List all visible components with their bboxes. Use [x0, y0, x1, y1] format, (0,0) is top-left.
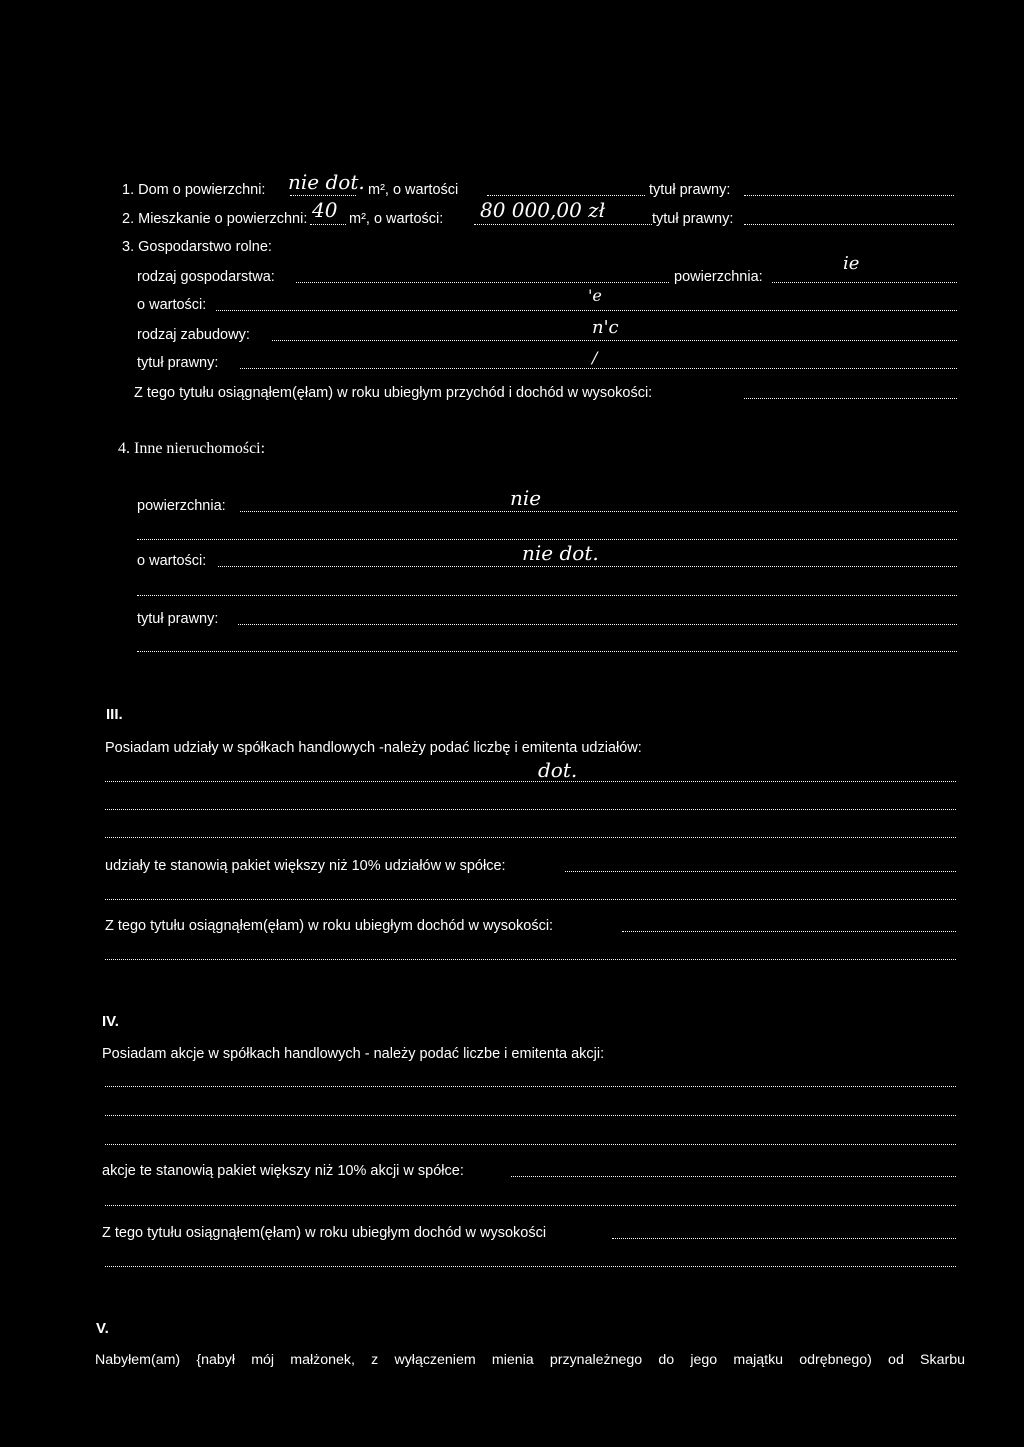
section4-heading: Posiadam akcje w spółkach handlowych - należy podać liczbe i emitenta akcji: — [102, 1046, 605, 1062]
other-value-handwriting: nie dot. — [522, 541, 599, 565]
farm-title-handwriting: / — [592, 348, 598, 367]
other-title-label: tytuł prawny: — [137, 611, 219, 627]
section3-stake-dots — [565, 871, 956, 872]
section3-income: Z tego tytułu osiągnąłem(ęłam) w roku ubiegłym dochód w wysokości: — [105, 918, 554, 934]
item1-area-dots — [290, 195, 356, 196]
farm-value-label: o wartości: — [137, 297, 207, 313]
section3-heading: Posiadam udziały w spółkach handlowych -należy podać liczbę i emitenta udziałów: — [105, 740, 642, 756]
section3-dots-2 — [105, 809, 956, 810]
other-area-dots — [240, 511, 957, 512]
other-area-handwriting: nie — [510, 486, 542, 510]
farm-income-dots — [744, 398, 957, 399]
item1-title-dots — [744, 195, 954, 196]
section4-income-dots-2 — [105, 1266, 956, 1267]
farm-title-dots — [240, 368, 957, 369]
section4-numeral: IV. — [102, 1013, 119, 1030]
section3-stake-dots-2 — [105, 899, 956, 900]
section4-stake-dots — [511, 1176, 956, 1177]
farm-build-label: rodzaj zabudowy: — [137, 327, 250, 343]
section3-numeral: III. — [106, 706, 123, 723]
farm-area-handwriting: ie — [843, 253, 860, 274]
other-value-dots-2 — [137, 595, 957, 596]
farm-build-handwriting: n'c — [592, 317, 619, 338]
section5-text: Nabyłem(am) {nabył mój małżonek, z wyłączeniem mienia przynależnego do jego majątku odrębnego) od Skarbu — [95, 1352, 965, 1368]
section3-dots-3 — [105, 837, 956, 838]
section4-income-dots — [612, 1238, 956, 1239]
other-area-label: powierzchnia: — [137, 498, 226, 514]
item1-area-handwriting: nie dot. — [288, 170, 365, 194]
other-value-label: o wartości: — [137, 553, 207, 569]
farm-type-dots — [296, 282, 669, 283]
farm-income-label: Z tego tytułu osiągnąłem(ęłam) w roku ubiegłym przychód i dochód w wysokości: — [134, 385, 653, 401]
section3-dots-1 — [105, 781, 956, 782]
farm-title-label: tytuł prawny: — [137, 355, 219, 371]
section4-dots-2 — [105, 1115, 956, 1116]
farm-build-dots — [272, 340, 957, 341]
item1-title-label: tytuł prawny: — [649, 182, 731, 198]
other-title-dots-2 — [137, 651, 957, 652]
section3-handwriting: dot. — [538, 758, 578, 782]
section4-stake-dots-2 — [105, 1205, 956, 1206]
item2-area-handwriting: 40 — [312, 198, 338, 222]
farm-area-label: powierzchnia: — [674, 269, 763, 285]
section3-income-dots-2 — [105, 959, 956, 960]
item3-label: 3. Gospodarstwo rolne: — [122, 239, 272, 255]
section3-income-dots — [622, 931, 956, 932]
section5-numeral: V. — [96, 1320, 109, 1337]
section4-dots-1 — [105, 1086, 956, 1087]
item4-label: 4. Inne nieruchomości: — [118, 440, 266, 457]
item1-value-dots — [487, 195, 645, 196]
other-title-dots — [238, 624, 957, 625]
other-area-dots-2 — [137, 539, 957, 540]
item1-unit: m², o wartości — [368, 182, 459, 198]
farm-value-handwriting: 'e — [588, 286, 602, 305]
item2-title-label: tytuł prawny: — [652, 211, 734, 227]
section4-income: Z tego tytułu osiągnąłem(ęłam) w roku ubiegłym dochód w wysokości — [102, 1225, 547, 1241]
item2-value-dots — [474, 224, 652, 225]
item2-title-dots — [744, 224, 954, 225]
farm-area-dots — [772, 282, 957, 283]
farm-type-label: rodzaj gospodarstwa: — [137, 269, 275, 285]
item2-value-handwriting: 80 000,00 zł — [480, 198, 606, 222]
farm-value-dots — [216, 310, 957, 311]
section3-stake: udziały te stanowią pakiet większy niż 10% udziałów w spółce: — [105, 858, 506, 874]
item2-area-dots — [310, 224, 346, 225]
section4-stake: akcje te stanowią pakiet większy niż 10% akcji w spółce: — [102, 1163, 464, 1179]
item2-label: 2. Mieszkanie o powierzchni: — [122, 211, 308, 227]
section4-dots-3 — [105, 1144, 956, 1145]
item1-label: 1. Dom o powierzchni: — [122, 182, 266, 198]
item2-unit: m², o wartości: — [349, 211, 444, 227]
other-value-dots — [218, 566, 957, 567]
